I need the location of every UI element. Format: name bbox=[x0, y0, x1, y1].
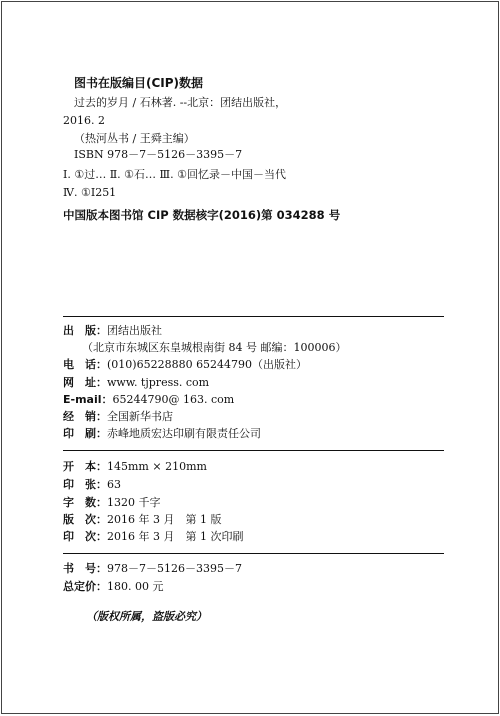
distributor-value: 全国新华书店 bbox=[107, 410, 173, 423]
price-row bbox=[63, 580, 163, 594]
printer-value: 赤峰地质宏达印刷有限责任公司 bbox=[107, 427, 261, 440]
cip-line-title-author: 过去的岁月 / 石林著. --北京：团结出版社， bbox=[74, 96, 287, 109]
phone-row bbox=[63, 358, 307, 372]
publisher-value: 团结出版社 bbox=[107, 324, 162, 337]
printer-label: 印 刷： bbox=[63, 427, 107, 440]
cip-line-class-code: Ⅳ. ①I251 bbox=[63, 186, 117, 199]
edition-row bbox=[63, 513, 221, 527]
words-row bbox=[63, 496, 161, 510]
edition-label: 版 次： bbox=[63, 513, 107, 526]
format-value: 145mm × 210mm bbox=[107, 460, 207, 473]
printer-row bbox=[63, 427, 261, 441]
sheets-row bbox=[63, 478, 121, 492]
format-label: 开 本： bbox=[63, 460, 107, 473]
words-value: 1320 千字 bbox=[107, 496, 161, 509]
cip-line-date: 2016. 2 bbox=[63, 114, 105, 127]
printing-label: 印 次： bbox=[63, 530, 107, 543]
email-row bbox=[63, 393, 234, 407]
printing-row bbox=[63, 530, 243, 544]
words-label: 字 数： bbox=[63, 496, 107, 509]
format-row bbox=[63, 460, 207, 474]
price-value: 180. 00 元 bbox=[107, 580, 164, 593]
email-value: 65244790@ 163. com bbox=[112, 393, 235, 406]
website-label: 网 址： bbox=[63, 376, 107, 389]
copyright-notice: （版权所属，盗版必究） bbox=[86, 610, 207, 623]
cip-record-number: 中国版本图书馆 CIP 数据核字(2016)第 034288 号 bbox=[63, 208, 341, 222]
cip-title: 图书在版编目(CIP)数据 bbox=[74, 76, 204, 90]
edition-value: 2016 年 3 月 第 1 版 bbox=[107, 513, 222, 526]
sheets-label: 印 张： bbox=[63, 478, 107, 491]
email-label: E-mail： bbox=[63, 393, 113, 406]
cip-line-series: （热河丛书 / 王舜主编） bbox=[74, 132, 195, 145]
phone-label: 电 话： bbox=[63, 358, 107, 371]
cip-line-isbn: ISBN 978－7－5126－3395－7 bbox=[74, 148, 243, 161]
divider bbox=[63, 316, 444, 317]
isbn-row bbox=[63, 562, 242, 576]
price-label: 总定价： bbox=[63, 580, 107, 593]
isbn-label: 书 号： bbox=[63, 562, 107, 575]
distributor-label: 经 销： bbox=[63, 410, 107, 423]
copyright-page bbox=[1, 1, 499, 714]
divider bbox=[63, 450, 444, 451]
distributor-row bbox=[63, 410, 173, 424]
phone-value: (010)65228880 65244790（出版社） bbox=[107, 358, 308, 371]
publisher-row bbox=[63, 324, 162, 338]
cip-line-classification: Ⅰ. ①过… Ⅱ. ①石… Ⅲ. ①回忆录－中国－当代 bbox=[63, 168, 286, 181]
publisher-label: 出 版： bbox=[63, 324, 107, 337]
publisher-address: （北京市东城区东皇城根南街 84 号 邮编：100006） bbox=[82, 341, 347, 354]
divider bbox=[63, 553, 444, 554]
isbn-value: 978－7－5126－3395－7 bbox=[107, 562, 242, 575]
sheets-value: 63 bbox=[107, 478, 121, 491]
website-value: www. tjpress. com bbox=[107, 376, 210, 389]
printing-value: 2016 年 3 月 第 1 次印刷 bbox=[107, 530, 244, 543]
website-row bbox=[63, 376, 209, 390]
